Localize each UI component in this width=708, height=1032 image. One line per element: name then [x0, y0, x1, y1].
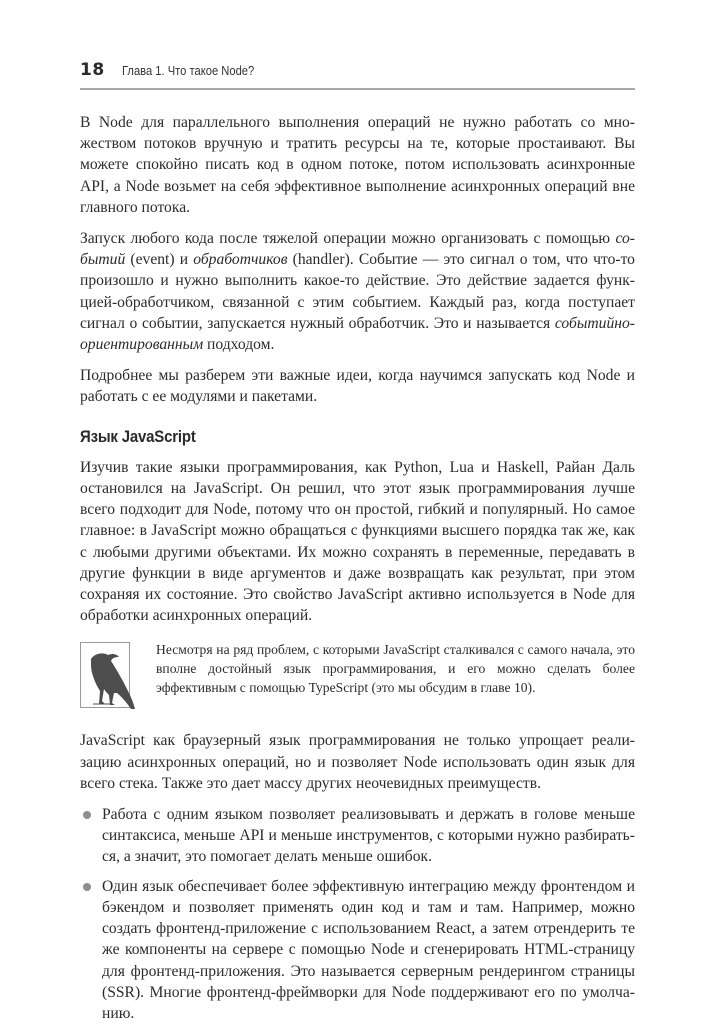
bullet-icon: [83, 883, 91, 891]
bullet-list: [80, 804, 635, 1024]
text-run: подходом.: [203, 336, 275, 354]
note-text: Несмотря на ряд проблем, с которыми JavaScript сталкивался с самого начала, это вполне достойный язык программирования, и его можно сделать более эффективным с помощью TypeScript (это мы обсудим в главе 10).: [156, 642, 635, 696]
crow-icon: [80, 642, 130, 708]
text-run: (event) и: [125, 251, 194, 269]
text-run: (handler). Событие — это сигнал о том, что что-то произошло и нужно выполнить какое-то действие. Это действие задается функцией-обработчиком, связанной с этим событием. Каждый раз, когда поступает сигнал о событии, запускается нужный обработчик. Это и называется: [80, 251, 635, 332]
list-item: [80, 804, 635, 868]
list-item-text: Работа с одним языком позволяет реализовывать и держать в голове меньше синтаксиса, меньше API и меньше инструментов, с которыми нужно разбираться, а значит, это помогает делать меньше ошибок.: [102, 806, 635, 866]
body-text: [80, 112, 635, 1032]
text-run: Запуск любого кода после тяжелой операции можно организовать с помощью: [80, 230, 616, 248]
paragraph: В Node для параллельного выполнения операций не нужно работать со множеством потоков вручную и тратить ресурсы на те, которые простаивают. Вы можете спокойно писать код в одном потоке, потом использовать асинхронные API, а Node возьмет на себя эффективное выполнение асинхронных операций вне главного потока.: [80, 114, 635, 216]
paragraph: JavaScript как браузерный язык программирования не только упрощает реализацию асинхронных операций, но и позволяет Node использовать один язык для всего стека. Также это дает массу других неочевидных преимуществ.: [80, 732, 635, 792]
paragraph: Подробнее мы разберем эти важные идеи, когда научимся запускать код Node и работать с ее модулями и пакетами.: [80, 367, 635, 406]
paragraph: Изучив такие языки программирования, как Python, Lua и Haskell, Райан Даль остановился на JavaScript. Он решил, что этот язык программирования лучше всего подходит для Node, потому что он простой, гибкий и популярный. Но самое главное: в JavaScript можно обращаться с функциями высшего порядка так же, как с любыми другими объектами. Их можно сохранять в переменные, передавать в другие функции в виде аргументов и даже возвращать как результат, при этом сохраняя их состояние. Это свойство JavaScript активно используется в Node для обработки асинхронных операций.: [80, 458, 635, 625]
list-item: [80, 876, 635, 1024]
paragraph: [80, 228, 635, 355]
emphasis-term: обработчиков: [193, 251, 288, 269]
section-heading: Язык JavaScript: [80, 426, 196, 446]
note-box: [80, 640, 635, 708]
running-head: [80, 60, 635, 90]
emphasis-term: событий: [80, 230, 635, 269]
emphasis-term: событийно-ориентированным: [80, 314, 635, 354]
chapter-title: Глава 1. Что такое Node?: [122, 63, 255, 78]
page-number: 18: [80, 60, 105, 80]
list-item-text: Один язык обеспечивает более эффективную интеграцию между фронтендом и бэкендом и позволяет применять один код и там и там. Например, можно создать фронтенд-приложение с использованием React, а затем отрендерить те же компоненты на сервере с помощью Node и сгенерировать HTML-страницу для фронтенд-приложения. Это называется серверным рендерингом страницы (SSR). Многие фронтенд-фреймворки для Node поддерживают его по умолчанию.: [102, 877, 635, 1022]
bullet-icon: [83, 811, 91, 819]
